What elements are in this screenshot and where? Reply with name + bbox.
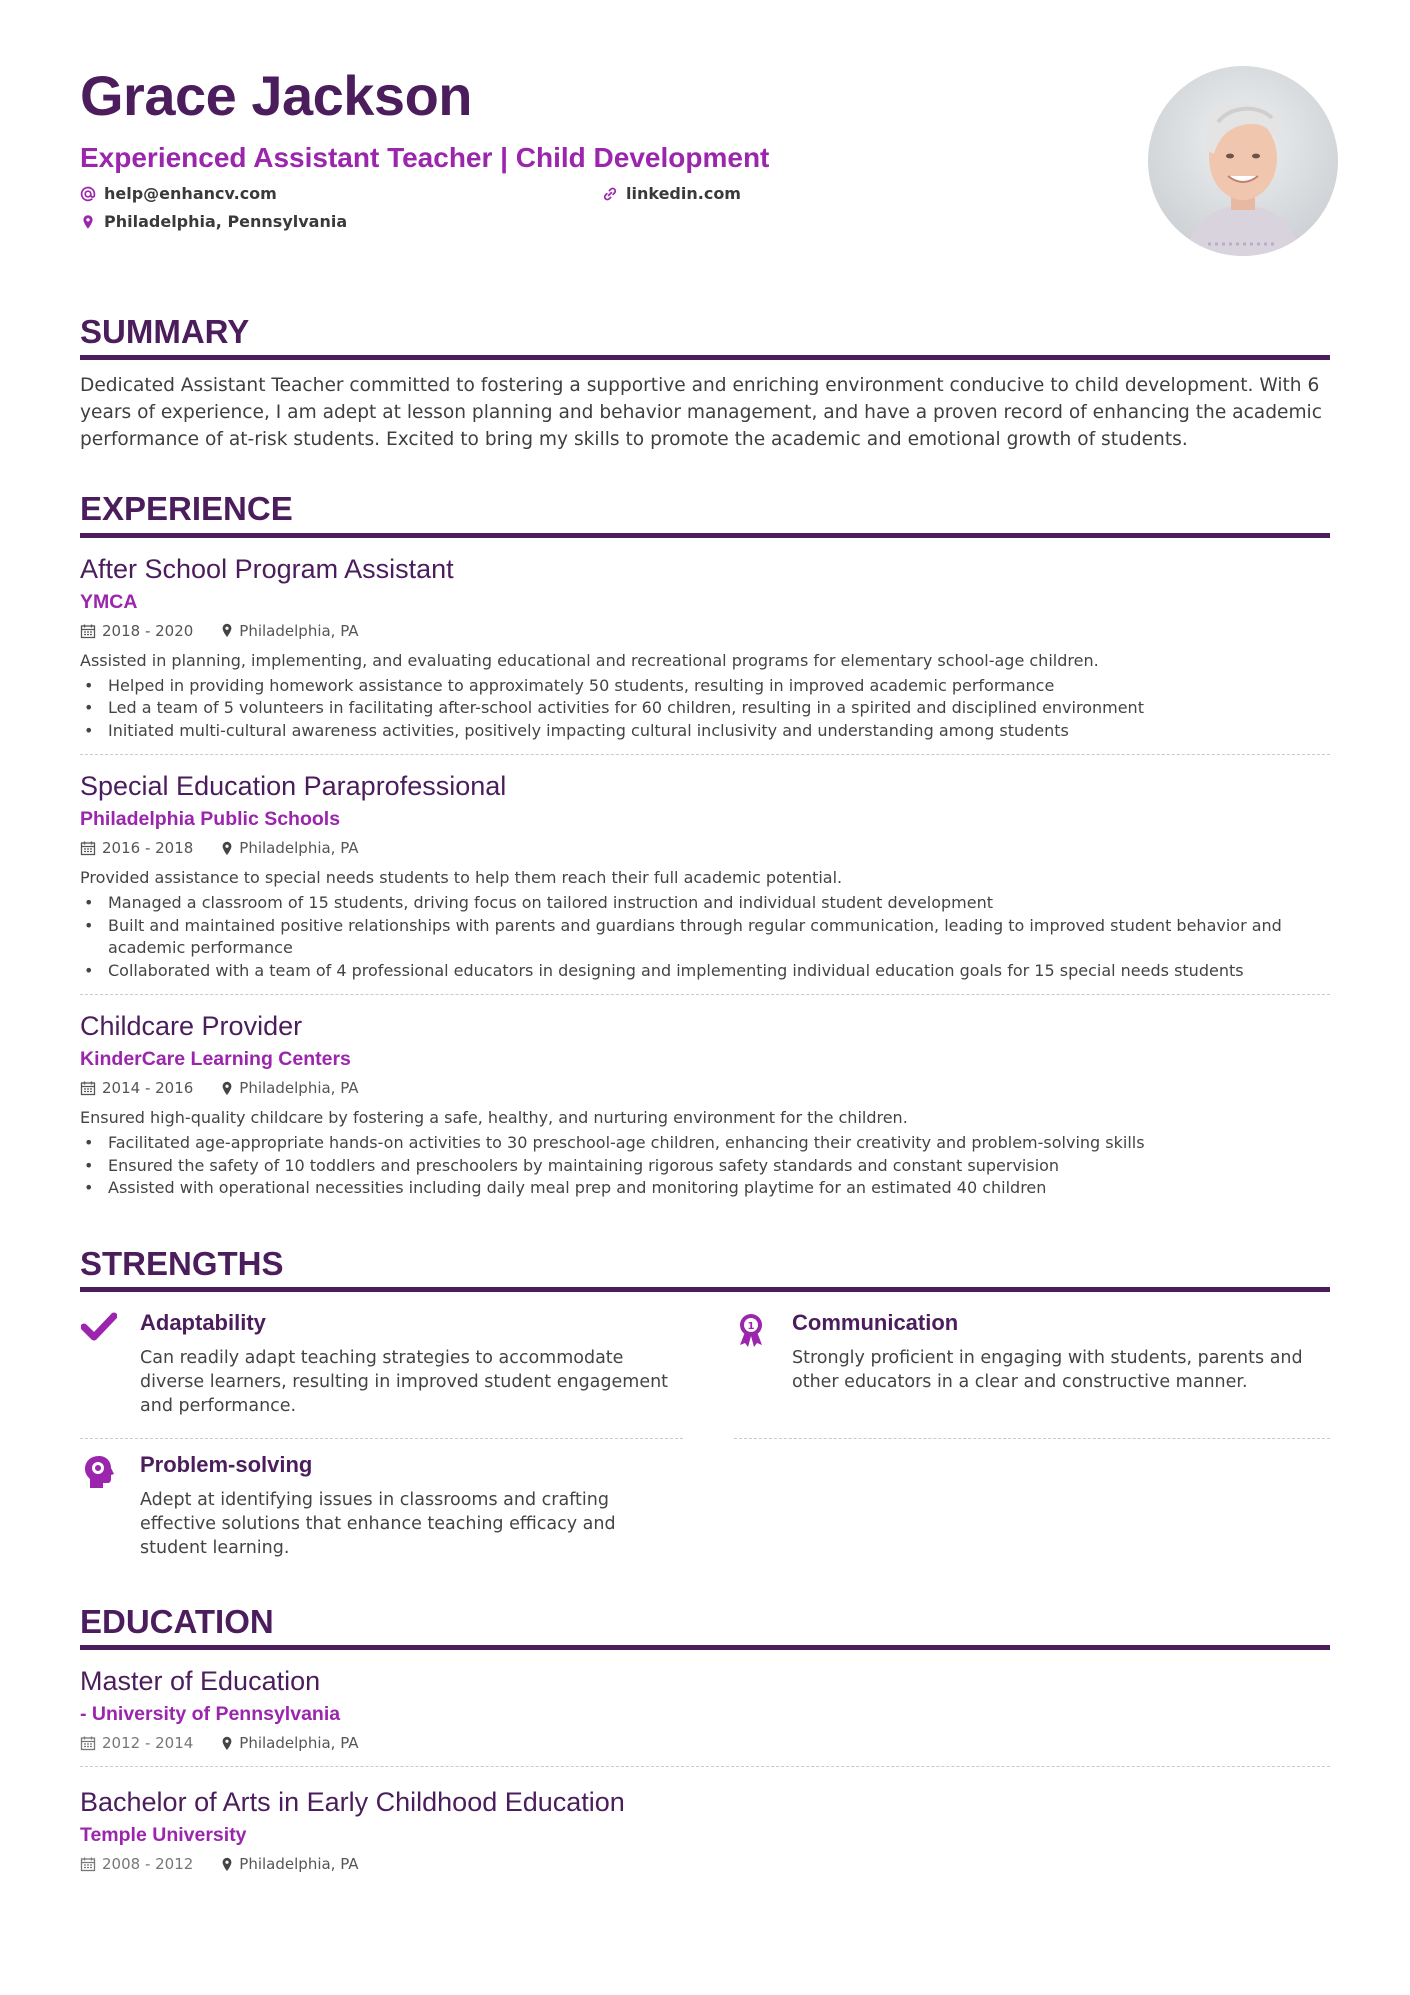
- job-dates-text: 2018 - 2020: [102, 621, 194, 640]
- education-location: [221, 1855, 358, 1873]
- education-heading: EDUCATION: [80, 1604, 1330, 1650]
- job-dates: [80, 839, 193, 857]
- job-bullet: • Built and maintained positive relationships with parents and guardians through regular communication, leading to improved student behavior and academic performance: [80, 915, 1330, 960]
- job-bullet: • Initiated multi-cultural awareness activities, positively impacting cultural inclusivity and understanding among students: [80, 720, 1330, 743]
- education-dates-text: 2008 - 2012: [102, 1855, 194, 1874]
- job-description: Provided assistance to special needs students to help them reach their full academic potential.: [80, 868, 843, 888]
- job-location-text: Philadelphia, PA: [239, 1079, 359, 1098]
- job-title: After School Program Assistant: [80, 553, 454, 584]
- summary-heading: SUMMARY: [80, 314, 1330, 360]
- location-pin-icon: [221, 1736, 233, 1751]
- job-bullet: • Collaborated with a team of 4 professional educators in designing and implementing individual education goals for 15 special needs students: [80, 960, 1330, 983]
- job-bullet: • Managed a classroom of 15 students, driving focus on tailored instruction and individual student development: [80, 892, 1330, 915]
- education-dates-text: 2012 - 2014: [102, 1734, 194, 1753]
- profile-photo: [1148, 66, 1338, 256]
- email-text: help@enhancv.com: [104, 184, 277, 203]
- strength-title: Problem-solving: [140, 1452, 313, 1478]
- job-bullets: [80, 1132, 1330, 1200]
- experience-section: [80, 491, 1330, 1211]
- job-bullet: • Ensured the safety of 10 toddlers and preschoolers by maintaining rigorous safety standards and constant supervision: [80, 1155, 1330, 1178]
- job-title: Childcare Provider: [80, 1011, 303, 1042]
- job-dates-text: 2014 - 2016: [102, 1079, 194, 1098]
- school-name: - University of Pennsylvania: [80, 1703, 341, 1726]
- contact-linkedin[interactable]: [602, 184, 741, 203]
- resume-header: [80, 64, 1330, 244]
- calendar-icon: [80, 1856, 96, 1872]
- contact-location: [80, 212, 347, 231]
- strength-description: Adept at identifying issues in classrooms and crafting effective solutions that enhance teaching efficacy and student learning.: [140, 1490, 616, 1559]
- job-description: Ensured high-quality childcare by fostering a safe, healthy, and nurturing environment for the children.: [80, 1108, 908, 1128]
- checkmark-icon: [81, 1312, 117, 1342]
- strength-item: [80, 1452, 680, 1560]
- contact-email[interactable]: [80, 184, 277, 203]
- education-meta: [80, 1855, 1330, 1873]
- strength-item: [80, 1310, 680, 1418]
- job-location: [221, 839, 358, 857]
- job-meta: [80, 839, 1330, 857]
- job-dates: [80, 1079, 193, 1097]
- strength-divider: [80, 1438, 683, 1439]
- job-bullet: • Helped in providing homework assistance to approximately 50 students, resulting in improved academic performance: [80, 675, 1330, 698]
- job-description: Assisted in planning, implementing, and evaluating educational and recreational programs for elementary school-age children.: [80, 650, 1099, 670]
- location-pin-icon: [221, 623, 233, 638]
- summary-section: [80, 314, 1330, 453]
- job-meta: [80, 622, 1330, 640]
- education-location-text: Philadelphia, PA: [239, 1855, 359, 1874]
- at-icon: [80, 186, 96, 202]
- strength-description: Strongly proficient in engaging with students, parents and other educators in a clear and constructive manner.: [792, 1348, 1303, 1393]
- job-bullet: • Led a team of 5 volunteers in facilitating after-school activities for 60 children, resulting in a spirited and disciplined environment: [80, 697, 1330, 720]
- strength-divider: [734, 1438, 1330, 1439]
- strength-title: Communication: [792, 1310, 959, 1336]
- svg-text:1: 1: [747, 1321, 755, 1333]
- education-dates: [80, 1855, 193, 1873]
- strength-title: Adaptability: [140, 1310, 266, 1336]
- job-bullets: [80, 892, 1330, 982]
- job-bullets: [80, 675, 1330, 743]
- location-pin-icon: [221, 841, 233, 856]
- job-title: Special Education Paraprofessional: [80, 771, 507, 802]
- education-location: [221, 1734, 358, 1752]
- head-brain-icon: [83, 1454, 115, 1490]
- education-dates: [80, 1734, 193, 1752]
- experience-entry: [80, 754, 1330, 994]
- education-entry: [80, 1666, 1330, 1766]
- contact-info: [80, 184, 1330, 244]
- job-location-text: Philadelphia, PA: [239, 839, 359, 858]
- education-meta: [80, 1734, 1330, 1752]
- degree-title: Bachelor of Arts in Early Childhood Education: [80, 1787, 625, 1818]
- strengths-heading: STRENGTHS: [80, 1246, 1330, 1292]
- summary-text: Dedicated Assistant Teacher committed to fostering a supportive and enriching environment conducive to child development. With 6 years of experience, I am adept at lesson planning and behavior management, and have a proven record of enhancing the academic performance of at-risk students. Excited to bring my skills to promote the academic and emotional growth of students.: [80, 375, 1322, 451]
- link-icon: [602, 186, 618, 202]
- job-dates-text: 2016 - 2018: [102, 839, 194, 858]
- job-company: Philadelphia Public Schools: [80, 808, 341, 831]
- degree-title: Master of Education: [80, 1666, 321, 1697]
- candidate-headline: Experienced Assistant Teacher | Child Development: [80, 142, 770, 173]
- strengths-section: [80, 1246, 1330, 1572]
- strength-item: [732, 1310, 1332, 1394]
- strengths-grid: [80, 1310, 1330, 1572]
- location-text: Philadelphia, Pennsylvania: [104, 212, 348, 231]
- linkedin-text: linkedin.com: [626, 184, 741, 203]
- location-pin-icon: [80, 214, 96, 230]
- experience-entry: [80, 554, 1330, 755]
- job-location: [221, 1079, 358, 1097]
- experience-heading: EXPERIENCE: [80, 491, 1330, 537]
- calendar-icon: [80, 1080, 96, 1096]
- job-dates: [80, 622, 193, 640]
- experience-entry: [80, 994, 1330, 1212]
- education-location-text: Philadelphia, PA: [239, 1734, 359, 1753]
- job-bullet: • Facilitated age-appropriate hands-on activities to 30 preschool-age children, enhancing their creativity and problem-solving skills: [80, 1132, 1330, 1155]
- location-pin-icon: [221, 1081, 233, 1096]
- calendar-icon: [80, 623, 96, 639]
- school-name: Temple University: [80, 1824, 247, 1847]
- job-location: [221, 622, 358, 640]
- location-pin-icon: [221, 1857, 233, 1872]
- award-ribbon-icon: [736, 1312, 766, 1348]
- strength-description: Can readily adapt teaching strategies to accommodate diverse learners, resulting in improved student engagement and performance.: [140, 1348, 669, 1417]
- education-section: [80, 1604, 1330, 1887]
- calendar-icon: [80, 840, 96, 856]
- job-company: YMCA: [80, 590, 138, 613]
- job-meta: [80, 1079, 1330, 1097]
- job-company: KinderCare Learning Centers: [80, 1048, 351, 1071]
- education-entry: [80, 1766, 1330, 1887]
- job-bullet: • Assisted with operational necessities including daily meal prep and monitoring playtime for an estimated 40 children: [80, 1177, 1330, 1200]
- job-location-text: Philadelphia, PA: [239, 621, 359, 640]
- candidate-name: Grace Jackson: [80, 64, 472, 127]
- calendar-icon: [80, 1735, 96, 1751]
